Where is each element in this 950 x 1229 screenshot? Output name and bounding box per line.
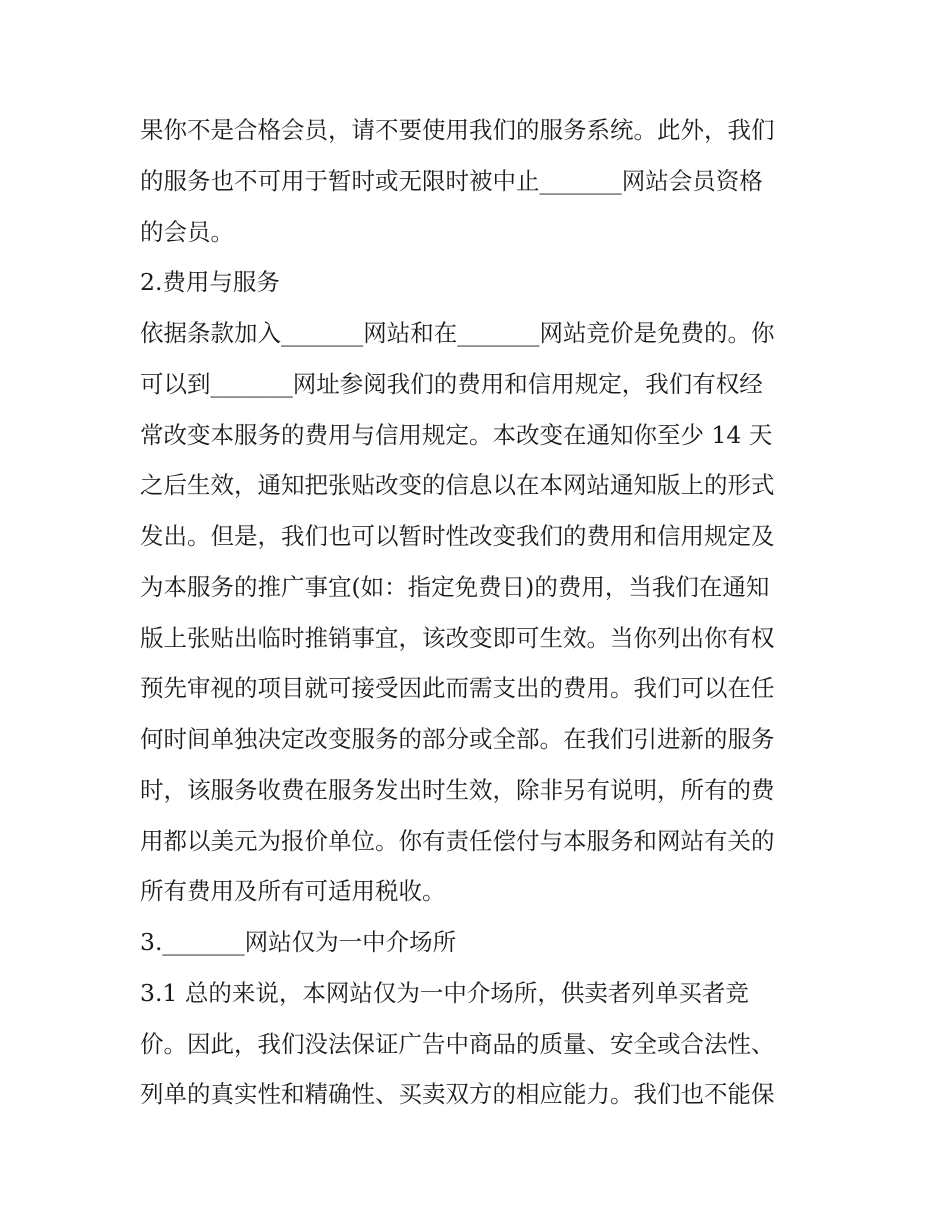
text-line: 果你不是合格会员，请不要使用我们的服务系统。此外，我们	[140, 116, 775, 144]
text-line: 的服务也不可用于暂时或无限时被中止_______网站会员资格	[140, 167, 763, 195]
text-line: 3.1 总的来说，本网站仅为一中介场所，供卖者列单买者竞	[140, 979, 749, 1007]
text-line: 发出。但是，我们也可以暂时性改变我们的费用和信用规定及	[140, 522, 775, 550]
text-line: 版上张贴出临时推销事宜，该改变即可生效。当你列出你有权	[140, 624, 775, 652]
text-line: 的会员。	[140, 218, 234, 246]
text-line: 可以到_______网址参阅我们的费用和信用规定，我们有权经	[140, 370, 763, 398]
section-heading: 3._______网站仅为一中介场所	[140, 928, 457, 956]
text-line: 依据条款加入_______网站和在_______网站竞价是免费的。你	[140, 319, 775, 347]
text-line: 之后生效，通知把张贴改变的信息以在本网站通知版上的形式	[140, 471, 775, 499]
text-line: 何时间单独决定改变服务的部分或全部。在我们引进新的服务	[140, 725, 775, 753]
text-line: 预先审视的项目就可接受因此而需支出的费用。我们可以在任	[140, 674, 775, 702]
text-line: 列单的真实性和精确性、买卖双方的相应能力。我们也不能保	[140, 1080, 775, 1108]
section-heading: 2.费用与服务	[140, 268, 280, 296]
text-line: 所有费用及所有可适用税收。	[140, 877, 446, 905]
text-line: 用都以美元为报价单位。你有责任偿付与本服务和网站有关的	[140, 827, 775, 855]
text-line: 时，该服务收费在服务发出时生效，除非另有说明，所有的费	[140, 776, 775, 804]
text-line: 常改变本服务的费用与信用规定。本改变在通知你至少 14 天	[140, 421, 773, 449]
text-line: 为本服务的推广事宜(如：指定免费日)的费用，当我们在通知	[140, 573, 770, 601]
text-line: 价。因此，我们没法保证广告中商品的质量、安全或合法性、	[140, 1030, 775, 1058]
